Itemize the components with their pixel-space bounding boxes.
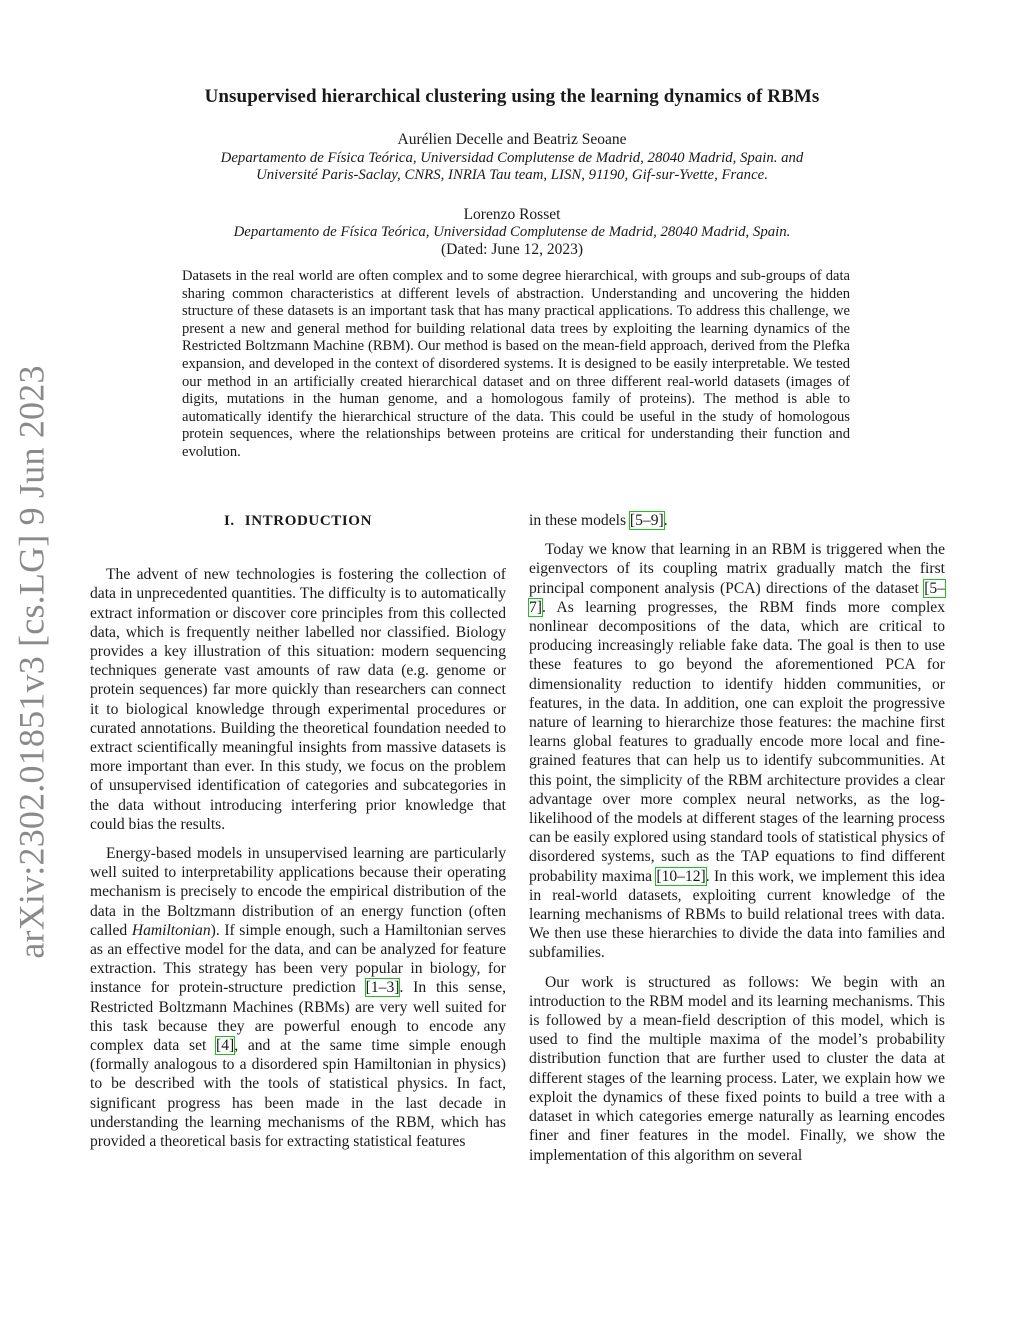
emphasis-hamiltonian: Hamiltonian — [131, 921, 211, 939]
affiliation-1b: Université Paris-Saclay, CNRS, INRIA Tau team, LISN, 91190, Gif-sur-Yvette, France. — [256, 167, 768, 183]
section-number: I. — [223, 513, 235, 529]
intro-paragraph-3 — [529, 540, 945, 962]
paper-title: Unsupervised hierarchical clustering using the learning dynamics of RBMs — [204, 86, 820, 107]
authors-group-1: Aurélien Decelle and Beatriz Seoane — [397, 131, 627, 148]
abstract: Datasets in the real world are often complex and to some degree hierarchical, with groups and sub-groups of data sharing common characteristics at different levels of abstraction. Understanding and uncovering the hidden structure of these datasets is an important task that has many practical applications. To address this challenge, we present a new and general method for building relational data trees by exploiting the learning dynamics of the Restricted Boltzmann Machine (RBM). Our method is based on the mean-field approach, derived from the Plefka expansion, and developed in the context of disordered systems. It is designed to be easily interpretable. We tested our method in an artificially created hierarchical dataset and on three different real-world datasets (images of digits, mutations in the human genome, and a homologous family of proteins). The method is able to automatically identify the hierarchical structure of the data. This could be useful in the study of homologous protein sequences, where the relationships between proteins are critical for understanding their function and evolution. — [182, 268, 850, 460]
right-column — [529, 511, 945, 1165]
left-column — [90, 512, 506, 1151]
section-title: INTRODUCTION — [244, 513, 372, 529]
text-run: Energy-based models in unsupervised learning are particularly well suited to interpretability applications because their operating mechanism is precisely to encode the empirical distribution of the data in the Boltzmann distribution of an energy function (often called — [90, 845, 506, 939]
intro-continuation — [529, 511, 945, 530]
dated-line: (Dated: June 12, 2023) — [440, 241, 584, 258]
arxiv-identifier-stamp — [2, 364, 62, 960]
text-run: . In this work, we implement this idea in real-world datasets, exploiting current knowledge of the learning mechanisms of RBMs to build relational trees with data. We then use these hierarchies to divide the data into families and subfamilies. — [529, 867, 945, 962]
intro-paragraph-2 — [90, 844, 506, 1151]
intro-paragraph-4: Our work is structured as follows: We begin with an introduction to the RBM model and its learning mechanisms. This is followed by a mean-field description of this model, which is used to find the multiple maxima of the model’s probability distribution function that are further used to cluster the data at different stages of the learning process. Later, we explain how we exploit the dynamics of these fixed points to build a tree with a dataset in which categories emerge naturally as learning encodes finer and finer features in the model. Finally, we show the implementation of this algorithm on several — [529, 973, 945, 1164]
text-run: ). If simple enough, such a Hamiltonian serves as an effective model for the data, and can be analyzed for feature extraction. This strategy has been very popular in biology, for instance for protein-structure prediction — [90, 921, 506, 997]
citation-link[interactable]: [5–9] — [629, 512, 664, 529]
text-run: . As learning progresses, the RBM finds more complex nonlinear decompositions of the data, which are critical to producing increasingly reliable fake data. The goal is then to use these features to go beyond the aforementioned PCA for dimensionality reduction to identify hidden communities, or features, in the data. In addition, one can exploit the progressive nature of learning to hierarchize those features: the machine first learns global features to gradually encode more local and fine-grained features that can help us to identify subcommunities. At this point, the simplicity of the RBM architecture provides a clear advantage over more complex neural networks, as the log-likelihood of the models at different stages of the learning process can be easily explored using standard tools of statistical physics of disordered systems, such as the TAP equations to find different probability maxima — [529, 598, 945, 885]
arxiv-identifier-text: arXiv:2302.01851v3 [cs.LG] 9 Jun 2023 — [12, 365, 52, 959]
authors-group-2: Lorenzo Rosset — [463, 206, 561, 223]
text-run: . In this sense, Restricted Boltzmann Machines (RBMs) are very well suited for this task because they are powerful enough to encode any complex data set — [90, 979, 506, 1055]
intro-paragraph-1: The advent of new technologies is fostering the collection of data in unprecedented quantities. The difficulty is to automatically extract information or discover core principles from this collected data, which is frequently neither labelled nor classified. Biology provides a key illustration of this situation: modern sequencing techniques generate vast amounts of raw data (e.g. genome or protein sequences) far more quickly than researchers can connect it to biological knowledge through experimental procedures or curated annotations. Building the theoretical foundation needed to extract scientifically meaningful insights from massive datasets is more important than ever. In this study, we focus on the problem of unsupervised identification of categories and subcategories in the data without introducing interfering prior knowledge that could bias the results. — [90, 566, 506, 833]
text-run: in these models — [529, 512, 630, 529]
citation-link[interactable]: [5–7] — [529, 579, 945, 616]
citation-link[interactable]: [1–3] — [365, 979, 400, 997]
citation-link[interactable]: [10–12] — [656, 867, 706, 885]
text-run: . — [663, 512, 668, 529]
text-run: , and at the same time simple enough (formally analogous to a disordered spin Hamiltonian in physics) to be described with the tools of statistical physics. In fact, significant progress has been made in the last decade in understanding the learning mechanisms of the RBM, which has provided a theoretical basis for extracting statistical features — [90, 1037, 506, 1151]
citation-link[interactable]: [4] — [216, 1037, 235, 1055]
affiliation-1a: Departamento de Física Teórica, Universidad Complutense de Madrid, 28040 Madrid, Spain. and — [220, 150, 804, 166]
section-heading-introduction — [90, 512, 506, 531]
text-run: Today we know that learning in an RBM is triggered when the eigenvectors of its coupling matrix gradually match the first principal component analysis (PCA) directions of the dataset — [529, 541, 945, 597]
affiliation-2: Departamento de Física Teórica, Universidad Complutense de Madrid, 28040 Madrid, Spain. — [233, 224, 791, 240]
